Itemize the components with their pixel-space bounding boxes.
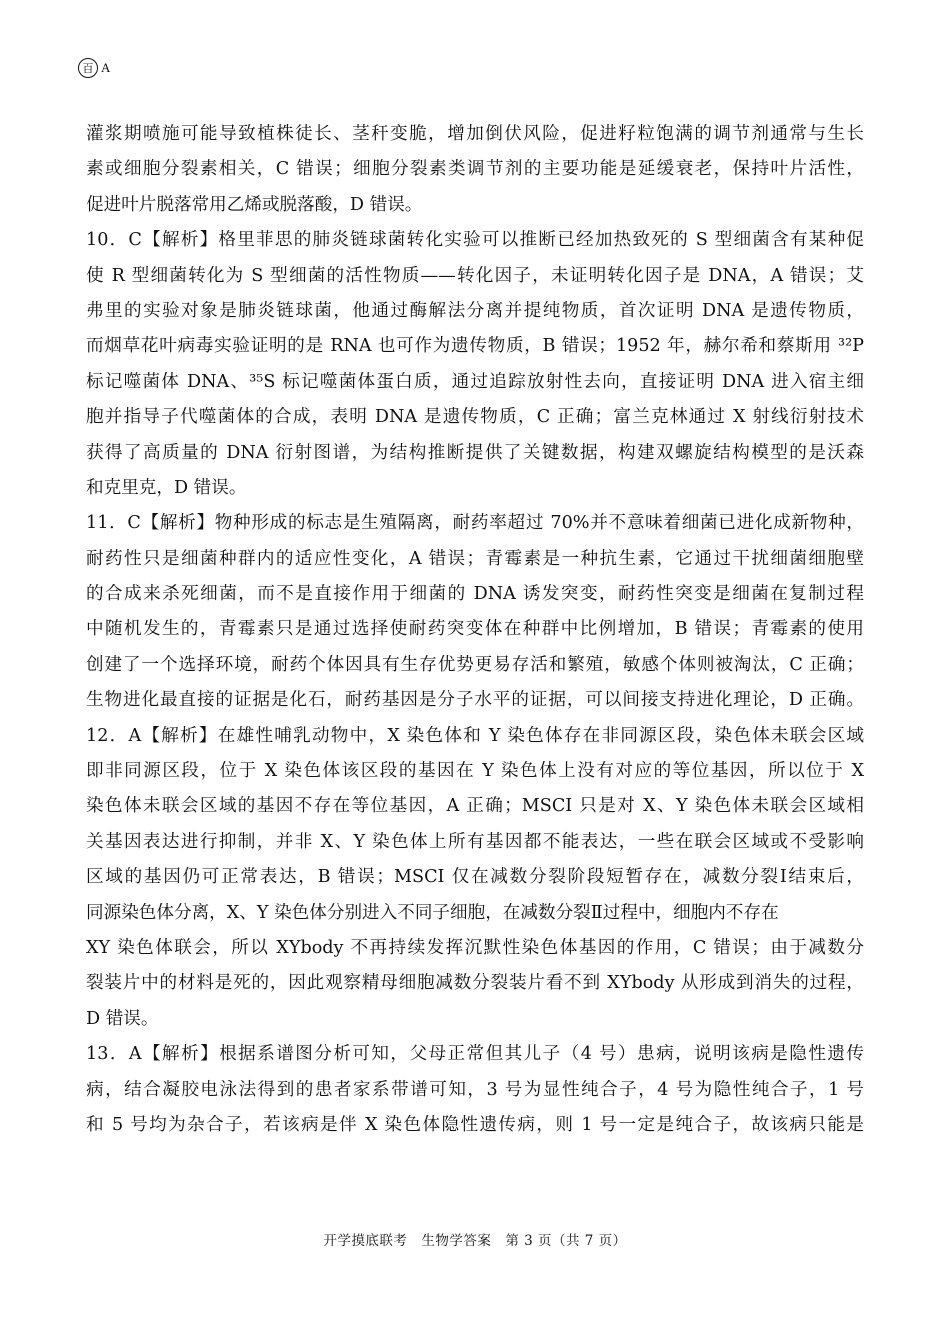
text-line: 病，结合凝胶电泳法得到的患者家系带谱可知，3 号为显性纯合子，4 号为隐性纯合子，1 号 — [86, 1079, 864, 1100]
text-line: 弗里的实验对象是肺炎链球菌，他通过酶解法分离并提纯物质，首次证明 DNA 是遗传物质， — [86, 300, 864, 321]
text-line: 使 R 型细菌转化为 S 型细菌的活性物质——转化因子，未证明转化因子是 DNA，A 错误；艾 — [86, 265, 864, 286]
text-line: 同源染色体分离，X、Y 染色体分别进入不同子细胞，在减数分裂Ⅱ过程中，细胞内不存在 — [86, 902, 779, 923]
text-line: 中随机发生的，青霉素只是通过选择使耐药突变体在种群中比例增加，B 错误；青霉素的使用 — [86, 619, 864, 640]
text-line: 染色体未联会区域的基因不存在等位基因，A 正确；MSCI 只是对 X、Y 染色体未联会区域相 — [86, 796, 864, 817]
text-line: 和克里克，D 错误。 — [86, 477, 247, 498]
text-line: 而烟草花叶病毒实验证明的是 RNA 也可作为遗传物质，B 错误；1952 年，赫尔希和蔡斯用 ³²P — [86, 336, 864, 357]
text-line: 灌浆期喷施可能导致植株徒长、茎秆变脆，增加倒伏风险，促进籽粒饱满的调节剂通常与生长 — [86, 124, 864, 144]
text-line: 11．C【解析】物种形成的标志是生殖隔离，耐药率超过 70%并不意味着细菌已进化成新物种， — [86, 513, 864, 534]
text-line: 区域的基因仍可正常表达，B 错误；MSCI 仅在减数分裂阶段短暂存在，减数分裂Ⅰ结束后， — [86, 867, 864, 888]
header-letter: A — [101, 60, 111, 75]
text-line: 的合成来杀死细菌，而不是直接作用于细菌的 DNA 诱发突变，耐药性突变是细菌在复制过程 — [86, 584, 864, 605]
page-footer: 开学摸底联考 生物学答案 第 3 页（共 7 页） — [323, 1233, 627, 1249]
text-line: 耐药性只是细菌种群内的适应性变化，A 错误；青霉素是一种抗生素，它通过干扰细菌细胞壁 — [86, 548, 864, 569]
text-line: XY 染色体联会，所以 XYbody 不再持续发挥沉默性染色体基因的作用，C 错误；由于减数分 — [86, 937, 864, 958]
text-line: 创建了一个选择环境，耐药个体因具有生存优势更易存活和繁殖，敏感个体则被淘汰，C 正确； — [86, 654, 864, 675]
text-line: 12．A【解析】在雄性哺乳动物中，X 染色体和 Y 染色体存在非同源区段，染色体未联会区域 — [86, 725, 864, 746]
text-line: 和 5 号均为杂合子，若该病是伴 X 染色体隐性遗传病，则 1 号一定是纯合子，故该病只能是 — [86, 1114, 864, 1135]
text-line: 13．A【解析】根据系谱图分析可知，父母正常但其儿子（4 号）患病，说明该病是隐性遗传 — [86, 1044, 864, 1065]
text-line: 胞并指导子代噬菌体的合成，表明 DNA 是遗传物质，C 正确；富兰克林通过 X 射线衍射技术 — [86, 407, 864, 428]
text-line: 关基因表达进行抑制，并非 X、Y 染色体上所有基因都不能表达，一些在联会区域或不受影响 — [86, 831, 864, 852]
text-line: 促进叶片脱落常用乙烯或脱落酸，D 错误。 — [86, 194, 423, 215]
text-line: 标记噬菌体 DNA、³⁵S 标记噬菌体蛋白质，通过追踪放射性去向，直接证明 DNA 进入宿主细 — [86, 371, 864, 392]
text-line: 获得了高质量的 DNA 衍射图谱，为结构推断提供了关键数据，构建双螺旋结构模型的是沃森 — [86, 442, 864, 463]
text-line: 10．C【解析】格里菲思的肺炎链球菌转化实验可以推断已经加热致死的 S 型细菌含有某种促 — [86, 230, 864, 251]
text-line: 即非同源区段，位于 X 染色体该区段的基因在 Y 染色体上没有对应的等位基因，所以位于 X — [86, 761, 864, 782]
text-line: 裂装片中的材料是死的，因此观察精母细胞减数分裂装片看不到 XYbody 从形成到消失的过程， — [86, 973, 864, 994]
text-line: D 错误。 — [86, 1008, 159, 1029]
circled-character: 百 — [78, 58, 98, 78]
page-header-mark — [78, 58, 110, 78]
answer-text-body — [86, 117, 864, 1143]
text-line: 生物进化最直接的证据是化石，耐药基因是分子水平的证据，可以间接支持进化理论，D 正确。 — [86, 690, 864, 711]
text-line: 素或细胞分裂素相关，C 错误；细胞分裂素类调节剂的主要功能是延缓衰老，保持叶片活性， — [86, 159, 864, 180]
